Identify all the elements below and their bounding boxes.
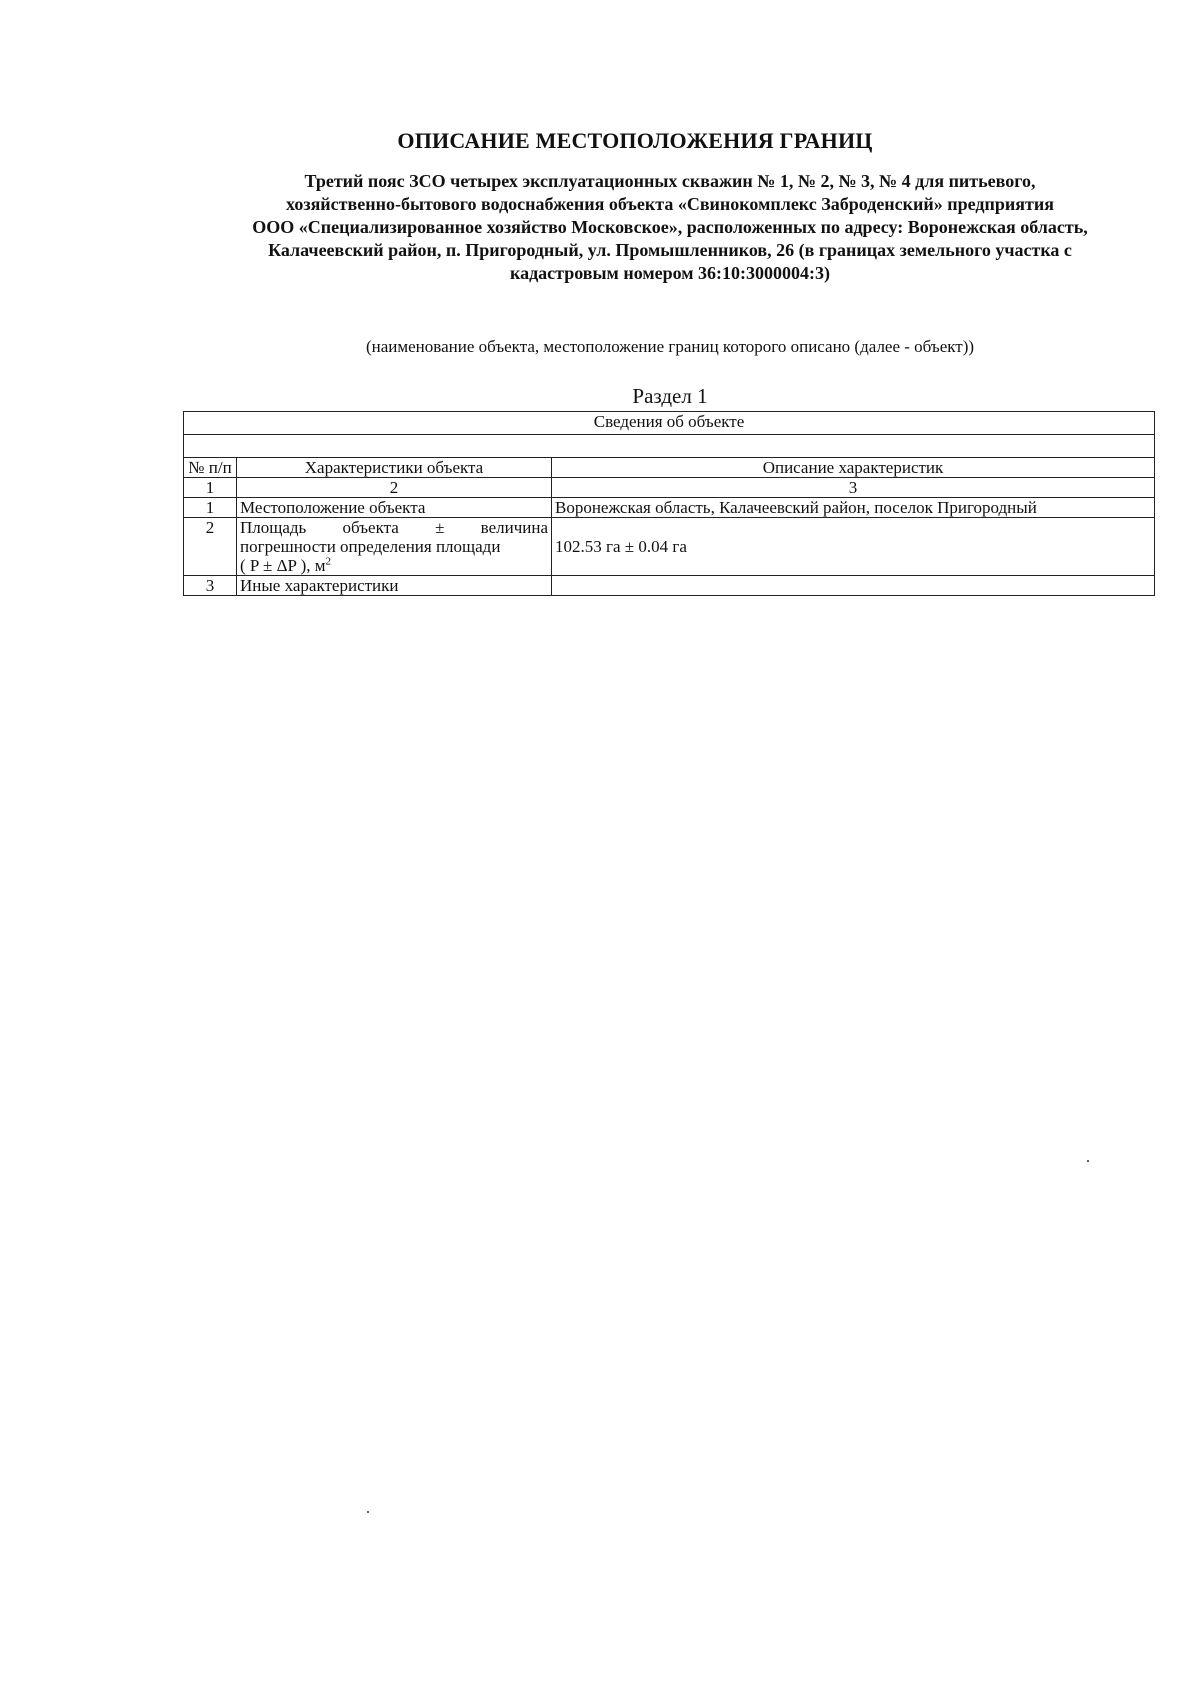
table-header-row bbox=[184, 458, 1155, 478]
row-number: 3 bbox=[184, 576, 237, 596]
characteristic-formula: ( P ± ΔP ), м bbox=[240, 556, 326, 575]
table-row bbox=[184, 498, 1155, 518]
column-header: № п/п bbox=[184, 458, 237, 478]
column-number: 2 bbox=[237, 478, 552, 498]
row-description: Воронежская область, Калачеевский район, поселок Пригородный bbox=[552, 498, 1155, 518]
scan-speck bbox=[367, 1511, 369, 1513]
column-number: 1 bbox=[184, 478, 237, 498]
subtitle-line: хозяйственно-бытового водоснабжения объекта «Свинокомплекс Заброденский» предприятия bbox=[286, 194, 1054, 214]
object-caption: (наименование объекта, местоположение границ которого описано (далее - объект)) bbox=[365, 337, 975, 356]
subtitle-line: ООО «Специализированное хозяйство Московское», расположенных по адресу: Воронежская область, bbox=[252, 217, 1088, 237]
row-description: 102.53 га ± 0.04 га bbox=[552, 518, 1155, 576]
table-title: Сведения об объекте bbox=[184, 412, 1155, 435]
subtitle-line: Калачеевский район, п. Пригородный, ул. Промышленников, 26 (в границах земельного участка с bbox=[268, 240, 1072, 260]
characteristic-line: погрешности определения площади bbox=[240, 537, 501, 556]
characteristic-unit-power: 2 bbox=[325, 555, 331, 568]
table-row bbox=[184, 576, 1155, 596]
document-subtitle bbox=[175, 170, 1165, 285]
characteristic-line bbox=[240, 556, 548, 575]
table-row bbox=[184, 518, 1155, 576]
characteristic-line: Площадь объекта ± величина bbox=[240, 518, 548, 537]
table-empty-cell bbox=[184, 435, 1155, 458]
row-description bbox=[552, 576, 1155, 596]
row-number: 2 bbox=[184, 518, 237, 576]
table-empty-row bbox=[184, 435, 1155, 458]
row-number: 1 bbox=[184, 498, 237, 518]
row-characteristic: Иные характеристики bbox=[237, 576, 552, 596]
subtitle-line: кадастровым номером 36:10:3000004:3) bbox=[509, 263, 831, 283]
scan-speck bbox=[1087, 1160, 1089, 1162]
table-title-row bbox=[184, 412, 1155, 435]
subtitle-line: Третий пояс ЗСО четырех эксплуатационных скважин № 1, № 2, № 3, № 4 для питьевого, bbox=[304, 171, 1036, 191]
section-title: Раздел 1 bbox=[632, 384, 708, 408]
column-header: Характеристики объекта bbox=[237, 458, 552, 478]
row-characteristic bbox=[237, 518, 552, 576]
column-header: Описание характеристик bbox=[552, 458, 1155, 478]
table-column-numbers-row bbox=[184, 478, 1155, 498]
document-title: ОПИСАНИЕ МЕСТОПОЛОЖЕНИЯ ГРАНИЦ bbox=[397, 128, 873, 153]
column-number: 3 bbox=[552, 478, 1155, 498]
row-characteristic: Местоположение объекта bbox=[237, 498, 552, 518]
object-info-table bbox=[183, 411, 1155, 596]
